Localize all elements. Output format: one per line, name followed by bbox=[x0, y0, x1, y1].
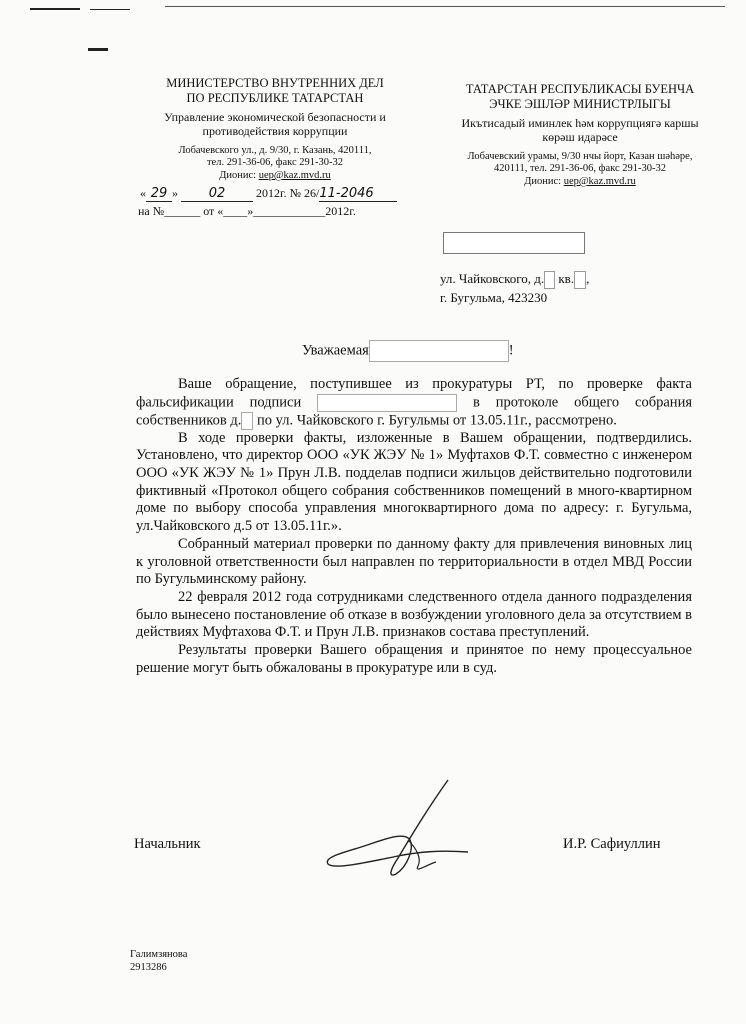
paragraph-1 bbox=[136, 376, 692, 430]
signatory-name: И.Р. Сафиуллин bbox=[563, 836, 661, 852]
signature-owner-redacted bbox=[317, 394, 457, 412]
executor-info bbox=[130, 948, 187, 974]
department-name-ru-1: Управление экономической безопасности и bbox=[164, 110, 386, 124]
handwritten-signature bbox=[318, 778, 478, 888]
ministry-name-tt: ТАТАРСТАН РЕСПУБЛИКАСЫ БУЕНЧА bbox=[465, 82, 695, 96]
apartment-label: кв. bbox=[558, 271, 575, 286]
reg-open-quote: « bbox=[140, 186, 146, 200]
recipient-street-line bbox=[440, 270, 589, 289]
department-name-ru-2: противодействия коррупции bbox=[202, 124, 348, 139]
p1-part-b: в протоколе общего собрания собственников д. bbox=[136, 394, 692, 429]
ministry-region-tt: ЭЧКЕ ЭШЛӘР МИНИСТРЛЫГЫ bbox=[489, 97, 671, 111]
scan-artifact-top bbox=[30, 8, 80, 10]
address-ru-2: тел. 291-36-06, факс 291-30-32 bbox=[206, 157, 344, 169]
recipient-address bbox=[440, 270, 589, 307]
house-number-redacted bbox=[544, 271, 555, 289]
greeting-exclamation: ! bbox=[508, 342, 514, 359]
paragraph-3: Собранный материал проверки по данному факту для привлечения виновных лиц к уголовной ответственности был направлен по территориальности в отдел МВД России по Бугульминскому району. bbox=[136, 535, 692, 588]
registration-line bbox=[140, 186, 397, 202]
reg-close-quote: » bbox=[172, 186, 178, 200]
scan-artifact-left bbox=[88, 48, 108, 51]
greeting-name-redacted bbox=[369, 340, 509, 362]
department-name-tt-2: көрәш идарәсе bbox=[542, 130, 618, 145]
executor-phone: 2913286 bbox=[130, 962, 167, 974]
email-link-tt[interactable]: uep@kaz.mvd.ru bbox=[563, 175, 636, 187]
house-redacted bbox=[241, 412, 253, 430]
ministry-region-ru: ПО РЕСПУБЛИКЕ ТАТАРСТАН bbox=[186, 91, 364, 105]
recipient-city: г. Бугульма, 423230 bbox=[440, 290, 548, 306]
email-label: Дионис: bbox=[219, 169, 257, 181]
recipient-street: ул. Чайковского, д. bbox=[440, 271, 545, 286]
reg-number-hand: 11-2046 bbox=[319, 186, 397, 202]
address-tt-1: Лобачевский урамы, 9/30 нчы йорт, Казан шәһәре, bbox=[467, 150, 693, 162]
p1-part-a: Ваше обращение, поступившее из прокуратуры РТ, по проверке факта фальсификации подписи bbox=[136, 376, 692, 411]
p1-part-c: по ул. Чайковского г. Бугульмы от 13.05.11г., рассмотрено. bbox=[256, 412, 617, 429]
ministry-name-ru: МИНИСТЕРСТВО ВНУТРЕННИХ ДЕЛ bbox=[166, 76, 384, 90]
apartment-number-redacted bbox=[574, 271, 586, 289]
greeting-line bbox=[302, 340, 514, 362]
address-tt-2: 420111, тел. 291-36-06, факс 291-30-32 bbox=[493, 163, 667, 175]
reg-number-prefix: 26/ bbox=[304, 186, 320, 200]
executor-name: Галимзянова bbox=[130, 949, 188, 960]
email-line-ru bbox=[130, 170, 420, 183]
department-name-tt-1: Икътисадый иминлек һәм коррупциягә каршы bbox=[461, 116, 699, 130]
email-line-tt bbox=[430, 176, 730, 189]
reply-ref-line: на №______ от «____»____________2012г. bbox=[138, 204, 356, 218]
letterhead-right bbox=[430, 82, 730, 189]
reg-day: 29 bbox=[146, 186, 172, 202]
address-ru-1: Лобачевского ул., д. 9/30, г. Казань, 420111, bbox=[178, 144, 372, 156]
reg-month: 02 bbox=[181, 186, 253, 202]
email-link[interactable]: uep@kaz.mvd.ru bbox=[258, 169, 331, 181]
signatory-position: Начальник bbox=[134, 836, 201, 852]
letter-body bbox=[136, 376, 692, 677]
paragraph-2: В ходе проверки факты, изложенные в Вашем обращении, подтвердились. Установлено, что директор ООО «УК ЖЭУ № 1» Муфтахов Ф.Т. совместно с инженером ООО «УК ЖЭУ № 1» Прун Л.В. подделав подписи жильцов действительно подготовили фиктивный «Протокол общего собрания собственников помещений в много-квартирном доме по выбору способа управления многоквартирного дома по адресу: г. Бугульма, ул.Чайковского д.5 от 13.05.11г.». bbox=[136, 429, 692, 535]
scan-artifact-top-2 bbox=[90, 9, 130, 10]
paragraph-5: Результаты проверки Вашего обращения и принятое по нему процессуальное решение могут быть обжалованы в прокуратуре или в суд. bbox=[136, 641, 692, 676]
street-suffix: , bbox=[586, 271, 590, 286]
greeting-word: Уважаемая bbox=[302, 342, 369, 359]
scan-artifact-top-3 bbox=[165, 6, 725, 7]
reg-year: 2012г. № bbox=[256, 186, 302, 200]
paragraph-4: 22 февраля 2012 года сотрудниками следственного отдела данного подразделения было вынесено постановление об отказе в возбуждении уголовного дела за отсутствием в действиях Муфтахова Ф.Т. и Прун Л.В. признаков состава преступлений. bbox=[136, 588, 692, 641]
email-label-tt: Дионис: bbox=[524, 175, 562, 187]
letterhead-left bbox=[130, 76, 420, 183]
recipient-name-redacted bbox=[443, 232, 585, 254]
